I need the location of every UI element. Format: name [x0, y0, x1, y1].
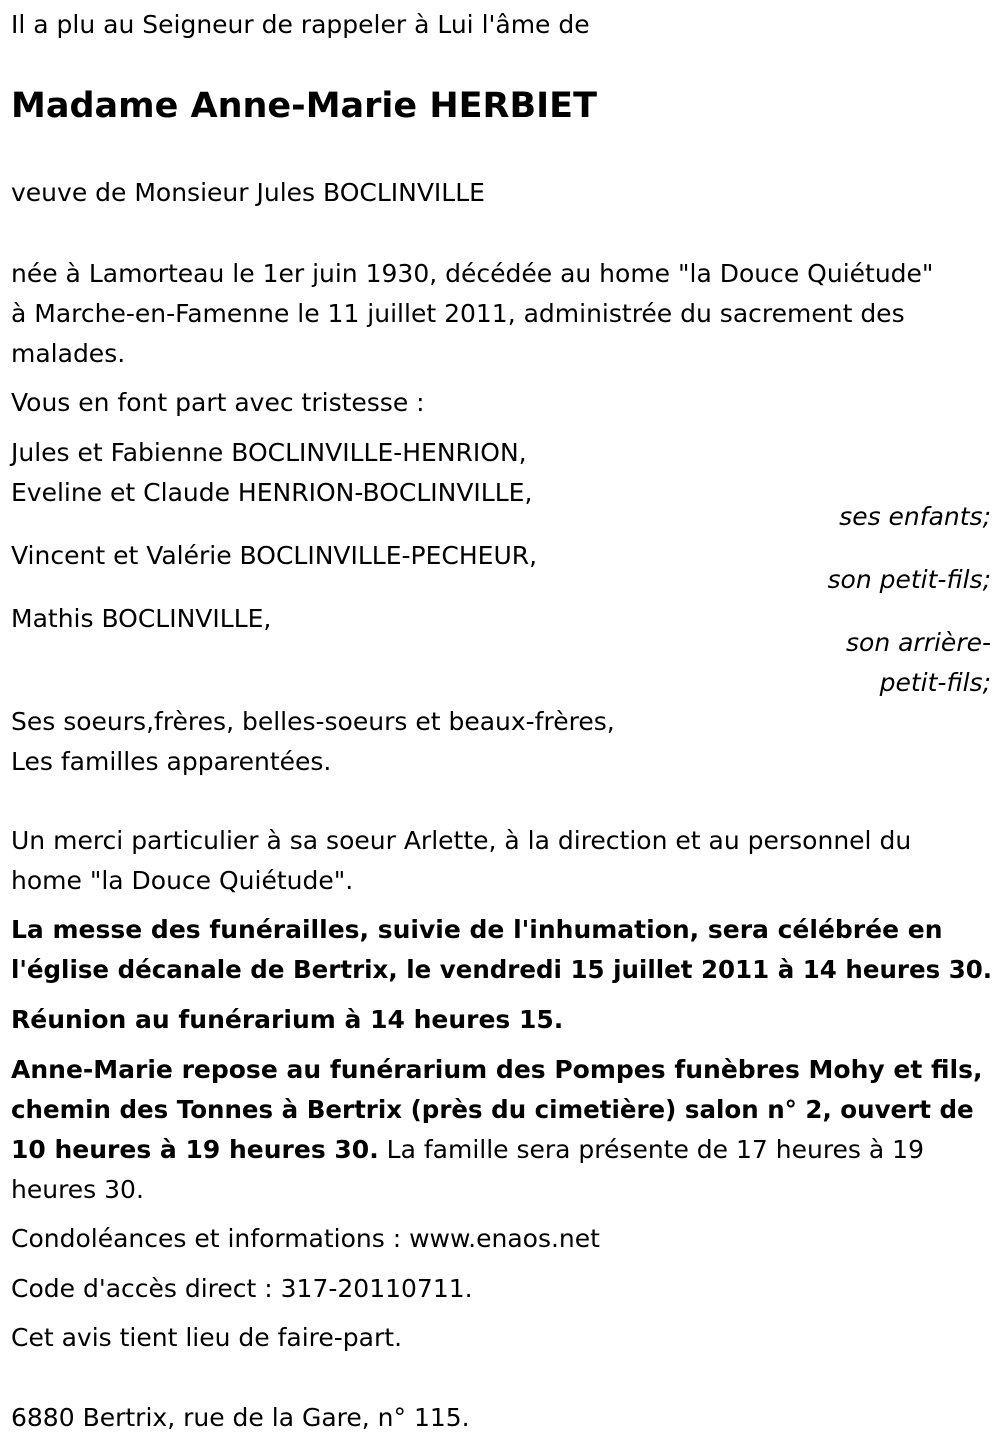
- great-grandchild-relation-1: son arrière-: [846, 628, 991, 657]
- birth-death-line-3: malades.: [11, 339, 126, 368]
- repose-line-2: chemin des Tonnes à Bertrix (près du cimetière) salon n° 2, ouvert de: [11, 1095, 974, 1124]
- children-relation: ses enfants;: [839, 502, 991, 531]
- announcement-text: Vous en font part avec tristesse :: [11, 388, 425, 417]
- repose-hours: 10 heures à 19 heures 30.: [11, 1135, 379, 1164]
- closing-text: Cet avis tient lieu de faire-part.: [11, 1323, 403, 1352]
- condolences-text: Condoléances et informations : www.enaos.net: [11, 1224, 600, 1253]
- funeral-line-1: La messe des funérailles, suivie de l'inhumation, sera célébrée en: [11, 915, 943, 944]
- repose-line-4: heures 30.: [11, 1175, 144, 1204]
- repose-line-1: Anne-Marie repose au funérarium des Pompes funèbres Mohy et fils,: [11, 1055, 983, 1084]
- meeting-text: Réunion au funérarium à 14 heures 15.: [11, 1005, 564, 1034]
- other-family-line-2: Les familles apparentées.: [11, 747, 332, 776]
- children-line-2: Eveline et Claude HENRION-BOCLINVILLE,: [11, 478, 533, 507]
- thanks-line-2: home "la Douce Quiétude".: [11, 866, 354, 895]
- birth-death-line-1: née à Lamorteau le 1er juin 1930, décédée au home "la Douce Quiétude": [11, 259, 934, 288]
- children-line-1: Jules et Fabienne BOCLINVILLE-HENRION,: [11, 438, 527, 467]
- thanks-line-1: Un merci particulier à sa soeur Arlette, à la direction et au personnel du: [11, 826, 912, 855]
- intro-text: Il a plu au Seigneur de rappeler à Lui l'âme de: [11, 10, 590, 39]
- repose-line-3: [11, 1130, 924, 1170]
- family-presence: La famille sera présente de 17 heures à 19: [378, 1135, 924, 1164]
- deceased-name: Madame Anne-Marie HERBIET: [11, 86, 597, 126]
- widow-of-text: veuve de Monsieur Jules BOCLINVILLE: [11, 178, 485, 207]
- grandchild-line: Vincent et Valérie BOCLINVILLE-PECHEUR,: [11, 541, 538, 570]
- funeral-line-2: l'église décanale de Bertrix, le vendredi 15 juillet 2011 à 14 heures 30.: [11, 955, 993, 984]
- birth-death-line-2: à Marche-en-Famenne le 11 juillet 2011, administrée du sacrement des: [11, 299, 905, 328]
- address-text: 6880 Bertrix, rue de la Gare, n° 115.: [11, 1403, 470, 1432]
- access-code-text: Code d'accès direct : 317-20110711.: [11, 1274, 473, 1303]
- great-grandchild-line: Mathis BOCLINVILLE,: [11, 604, 272, 633]
- grandchild-relation: son petit-fils;: [827, 565, 991, 594]
- other-family-line-1: Ses soeurs,frères, belles-soeurs et beaux-frères,: [11, 707, 615, 736]
- great-grandchild-relation-2: petit-fils;: [879, 668, 991, 697]
